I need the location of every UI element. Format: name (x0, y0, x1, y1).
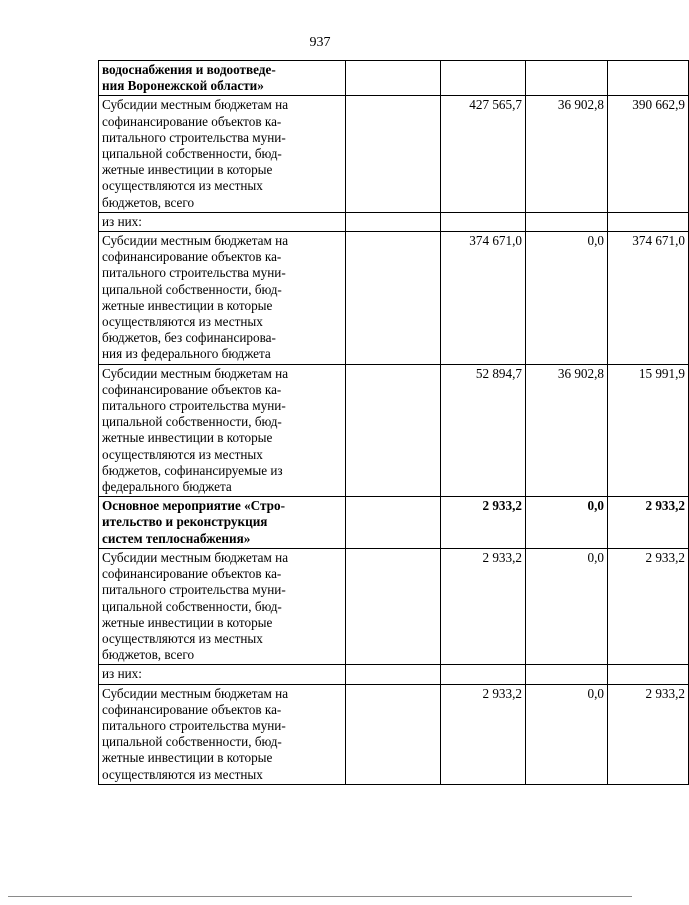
row-name-line: питального строительства муни- (102, 398, 286, 414)
federal-value-cell (526, 212, 608, 231)
row-name-line: ципальной собственности, бюд- (102, 734, 282, 750)
row-name-line: питального строительства муни- (102, 582, 286, 598)
empty-cell (346, 665, 441, 684)
federal-value-cell: 0,0 (526, 548, 608, 664)
row-name-line: Субсидии местным бюджетам на (102, 365, 289, 381)
empty-cell (346, 232, 441, 365)
empty-cell (346, 684, 441, 784)
federal-value-cell (526, 665, 608, 684)
table-row (99, 684, 689, 784)
row-name-line: ципальной собственности, бюд- (102, 414, 282, 430)
empty-cell (346, 548, 441, 664)
row-name-line: ципальной собственности, бюд- (102, 281, 282, 297)
row-name-line: осуществляются из местных (102, 766, 263, 782)
regional-value-cell (608, 212, 689, 231)
row-name-line: бюджетов, всего (102, 647, 195, 663)
row-name-line: осуществляются из местных (102, 446, 263, 462)
regional-value-cell: 2 933,2 (608, 548, 689, 664)
empty-cell (346, 497, 441, 549)
row-name-line: водоснабжения и водоотведе- (102, 62, 276, 77)
row-name-cell (99, 497, 346, 549)
row-name-cell (99, 684, 346, 784)
table-row (99, 497, 689, 549)
row-name-line: ния Воронежской области» (102, 78, 264, 94)
row-name-line: жетные инвестиции в которые (102, 162, 273, 178)
row-name-line: софинансирование объектов ка- (102, 113, 282, 129)
regional-value-cell: 374 671,0 (608, 232, 689, 365)
row-name-line: Основное мероприятие «Стро- (102, 498, 285, 514)
row-name-line: софинансирование объектов ка- (102, 249, 282, 265)
row-name-line: ительство и реконструкция (102, 514, 268, 530)
row-name-cell (99, 232, 346, 365)
total-value-cell (441, 665, 526, 684)
empty-cell (346, 364, 441, 497)
total-value-cell: 2 933,2 (441, 497, 526, 549)
row-name-line: жетные инвестиции в которые (102, 750, 273, 766)
total-value-cell (441, 61, 526, 96)
federal-value-cell: 0,0 (526, 232, 608, 365)
row-name-line: осуществляются из местных (102, 314, 263, 330)
row-name-line: ципальной собственности, бюд- (102, 146, 282, 162)
table-row (99, 61, 689, 96)
federal-value-cell: 36 902,8 (526, 364, 608, 497)
row-name-line: софинансирование объектов ка- (102, 566, 282, 582)
federal-value-cell: 36 902,8 (526, 96, 608, 212)
regional-value-cell (608, 61, 689, 96)
row-name-line: жетные инвестиции в которые (102, 297, 273, 313)
row-name-line: Субсидии местным бюджетам на (102, 233, 289, 249)
federal-value-cell: 0,0 (526, 497, 608, 549)
table-row (99, 665, 689, 684)
row-name-line: софинансирование объектов ка- (102, 701, 282, 717)
row-name-cell (99, 665, 346, 684)
table-row (99, 232, 689, 365)
total-value-cell (441, 212, 526, 231)
table-row (99, 548, 689, 664)
row-name-line: питального строительства муни- (102, 717, 286, 733)
row-name-line: бюджетов, всего (102, 194, 195, 210)
row-name-line: из них: (102, 666, 142, 682)
table-body (99, 61, 689, 785)
total-value-cell: 427 565,7 (441, 96, 526, 212)
row-name-line: из них: (102, 213, 142, 229)
regional-value-cell: 2 933,2 (608, 497, 689, 549)
row-name-line: федерального бюджета (102, 479, 232, 495)
row-name-line: ния из федерального бюджета (102, 346, 271, 362)
table-row (99, 96, 689, 212)
row-name-cell (99, 548, 346, 664)
table-row (99, 212, 689, 231)
page-bottom-rule (8, 896, 632, 897)
row-name-line: осуществляются из местных (102, 630, 263, 646)
regional-value-cell: 390 662,9 (608, 96, 689, 212)
budget-table (98, 60, 689, 785)
regional-value-cell (608, 665, 689, 684)
federal-value-cell: 0,0 (526, 684, 608, 784)
row-name-line: питального строительства муни- (102, 265, 286, 281)
total-value-cell: 2 933,2 (441, 548, 526, 664)
page-number: 937 (309, 35, 331, 50)
total-value-cell: 374 671,0 (441, 232, 526, 365)
row-name-line: Субсидии местным бюджетам на (102, 685, 289, 701)
federal-value-cell (526, 61, 608, 96)
empty-cell (346, 96, 441, 212)
row-name-line: осуществляются из местных (102, 178, 263, 194)
regional-value-cell: 15 991,9 (608, 364, 689, 497)
row-name-line: Субсидии местным бюджетам на (102, 549, 289, 565)
empty-cell (346, 212, 441, 231)
row-name-line: ципальной собственности, бюд- (102, 598, 282, 614)
row-name-cell (99, 96, 346, 212)
row-name-cell (99, 364, 346, 497)
row-name-line: софинансирование объектов ка- (102, 381, 282, 397)
row-name-line: систем теплоснабжения» (102, 530, 251, 546)
empty-cell (346, 61, 441, 96)
row-name-line: жетные инвестиции в которые (102, 430, 273, 446)
row-name-cell (99, 212, 346, 231)
row-name-line: бюджетов, без софинансирова- (102, 330, 276, 346)
table-row (99, 364, 689, 497)
total-value-cell: 52 894,7 (441, 364, 526, 497)
row-name-line: жетные инвестиции в которые (102, 614, 273, 630)
row-name-cell (99, 61, 346, 96)
row-name-line: Субсидии местным бюджетам на (102, 97, 289, 113)
regional-value-cell: 2 933,2 (608, 684, 689, 784)
row-name-line: бюджетов, софинансируемые из (102, 462, 283, 478)
row-name-line: питального строительства муни- (102, 129, 286, 145)
total-value-cell: 2 933,2 (441, 684, 526, 784)
